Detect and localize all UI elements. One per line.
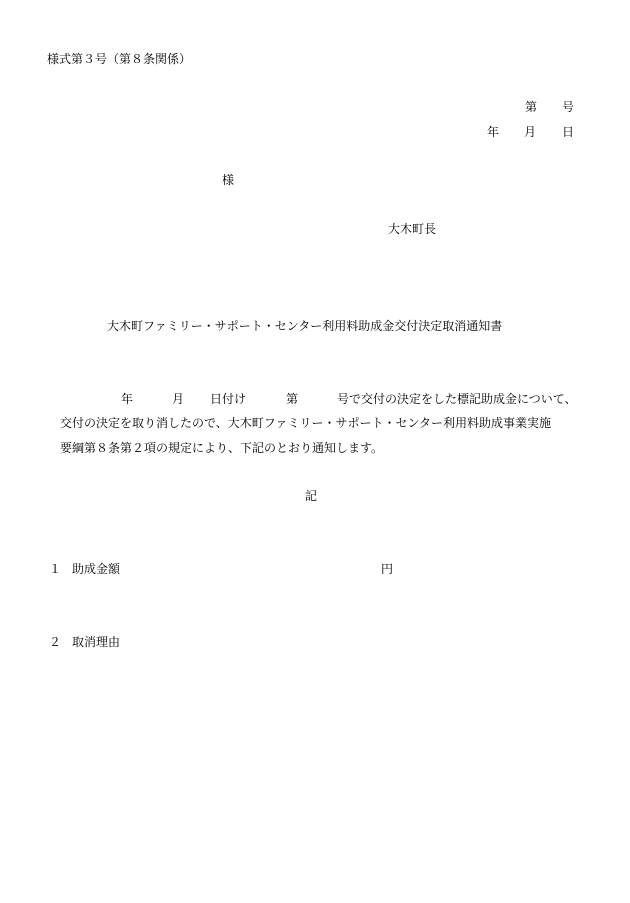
date-month: 月 <box>524 125 537 139</box>
item-2-label: 取消理由 <box>72 635 121 649</box>
body-dai: 第 <box>286 392 299 406</box>
recipient-suffix: 様 <box>222 173 235 187</box>
body-line2: 交付の決定を取り消したので、大木町ファミリー・サポート・センター利用料助成事業実施 <box>60 416 552 430</box>
date-day: 日 <box>562 125 575 139</box>
item-1-label: 助成金額 <box>72 562 121 576</box>
item-1-number: １ <box>49 562 62 576</box>
issuer: 大木町長 <box>388 222 437 236</box>
date-year: 年 <box>487 125 500 139</box>
body-day-dated: 日付け <box>210 392 247 406</box>
form-id: 様式第３号（第８条関係） <box>47 52 192 66</box>
body-line1-rest: 号で交付の決定をした標記助成金について、 <box>337 392 577 406</box>
body-year: 年 <box>121 392 134 406</box>
doc-number-go: 号 <box>562 100 575 114</box>
notice-title: 大木町ファミリー・サポート・センター利用料助成金交付決定取消通知書 <box>107 319 503 333</box>
body-month: 月 <box>172 392 185 406</box>
item-1-unit: 円 <box>381 562 394 576</box>
item-2-number: ２ <box>49 635 62 649</box>
ki-label: 記 <box>305 489 318 503</box>
body-line3: 要綱第８条第２項の規定により、下記のとおり通知します。 <box>60 441 384 455</box>
doc-number-dai: 第 <box>525 100 538 114</box>
